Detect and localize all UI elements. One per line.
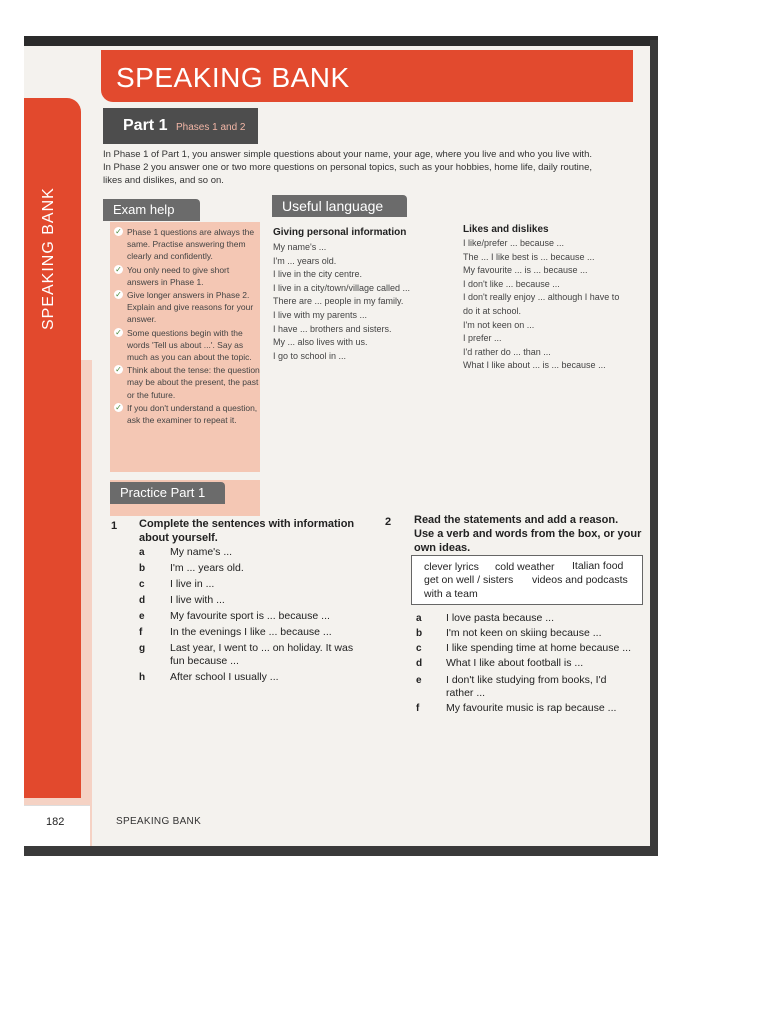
likes-dislikes-list [463,237,619,373]
word-box-item: clever lyrics [424,561,479,573]
phrase: I'm ... years old. [273,255,337,266]
page-title: SPEAKING BANK [116,62,350,93]
intro-paragraph [103,148,623,187]
exam-help-list [112,226,262,427]
exam-help-item: ✓ Give longer answers in Phase 2. Explain and give reasons for your answer. [115,290,254,325]
task1-instruction: Complete the sentences with information about yourself. [139,518,355,544]
task2-list [416,612,646,717]
intro-line: In Phase 2 you answer one or two more questions on personal topics, such as your hobbies, home life, daily routine, [103,162,592,173]
likes-dislikes-heading: Likes and dislikes [463,224,549,235]
phrase: I like/prefer ... because ... [463,238,565,248]
phrase: I don't like ... because ... [463,278,560,289]
giving-info-list [273,241,410,363]
phrase: I go to school in ... [273,350,347,361]
phrase: do it at school. [463,305,522,316]
word-box [411,555,643,605]
exam-help-item: ✓ Some questions begin with the words 'Tell us about ...'. Say as much as you can about the topic. [115,327,252,363]
phrase: The ... I like best is ... because ... [463,251,595,262]
phrase: I live in the city centre. [273,269,363,280]
word-box-item: with a team [424,588,478,600]
useful-language-heading: Useful language [272,195,407,217]
exam-help-item: ✓ Think about the tense: the question may be about the present, the past or the future. [115,365,260,400]
task2-instruction: Read the statements and add a reason. Use a verb and words from the box, or your own ideas. [414,514,642,554]
phrase: There are ... people in my family. [273,296,404,307]
footer-title: SPEAKING BANK [116,816,202,827]
task-number: 2 [385,516,392,528]
phrase: I have ... brothers and sisters. [273,323,392,334]
list-item: a I love pasta because ... [416,612,554,624]
phrase: I don't really enjoy ... although I have to [463,292,620,303]
check-icon: ✓ [115,365,122,375]
phrase: My favourite ... is ... because ... [463,265,588,276]
list-item: e My favourite sport is ... because ... [139,610,330,622]
phrase: What I like about ... is ... because ... [463,360,606,371]
exam-help-item: ✓ You only need to give short answers in Phase 1. [115,264,230,287]
exam-help-item: ✓ If you don't understand a question, ask the examiner to repeat it. [115,402,258,426]
practice-heading: Practice Part 1 [110,482,225,504]
list-item: d What I like about football is ... [416,657,584,669]
list-item: e I don't like studying from books, I'd rather ... [416,674,607,699]
list-item: b I'm not keen on skiing because ... [416,627,602,639]
page-number: 182 [46,816,65,828]
phrase: My ... also lives with us. [273,337,368,348]
list-item: h After school I usually ... [139,671,279,683]
task1-list [139,546,379,687]
list-item: c I like spending time at home because ... [416,642,632,654]
check-icon: ✓ [115,227,122,236]
check-icon: ✓ [115,290,122,300]
phrase: I'd rather do ... than ... [463,346,551,357]
scan-edge-right [650,40,658,854]
list-item: a My name's ... [139,546,233,558]
phrase: My name's ... [273,242,327,252]
list-item: d I live with ... [139,594,225,606]
word-box-item: cold weather [495,561,555,573]
list-item: g Last year, I went to ... on holiday. It was fun because ... [139,642,354,667]
check-icon: ✓ [115,327,122,337]
part-subtitle: Phases 1 and 2 [176,122,246,133]
phrase: I prefer ... [463,333,502,344]
list-item: f My favourite music is rap because ... [416,702,617,714]
phrase: I live in a city/town/village called ... [273,282,411,293]
part-title: Part 1 [123,117,168,134]
scan-edge-bottom [24,846,658,856]
word-box-item: videos and podcasts [532,574,628,586]
word-box-item: Italian food [572,560,624,572]
task-number: 1 [111,520,118,532]
giving-info-heading: Giving personal information [273,227,407,238]
word-box-item: get on well / sisters [424,574,514,586]
phrase: I live with my parents ... [273,309,368,320]
list-item: b I'm ... years old. [139,562,244,574]
side-tab-label: SPEAKING BANK [40,187,57,330]
list-item: f In the evenings I like ... because ... [139,626,332,638]
intro-line: likes and dislikes, and so on. [103,175,224,186]
intro-line: In Phase 1 of Part 1, you answer simple questions about your name, your age, where you live and who you live with. [103,149,592,160]
exam-help-heading: Exam help [103,199,200,221]
exam-help-item: ✓ Phase 1 questions are always the same. Practise answering them clearly and confidently. [115,227,255,262]
list-item: c I live in ... [139,578,215,590]
phrase: I'm not keen on ... [463,319,535,330]
check-icon: ✓ [115,264,122,274]
check-icon: ✓ [115,402,122,412]
